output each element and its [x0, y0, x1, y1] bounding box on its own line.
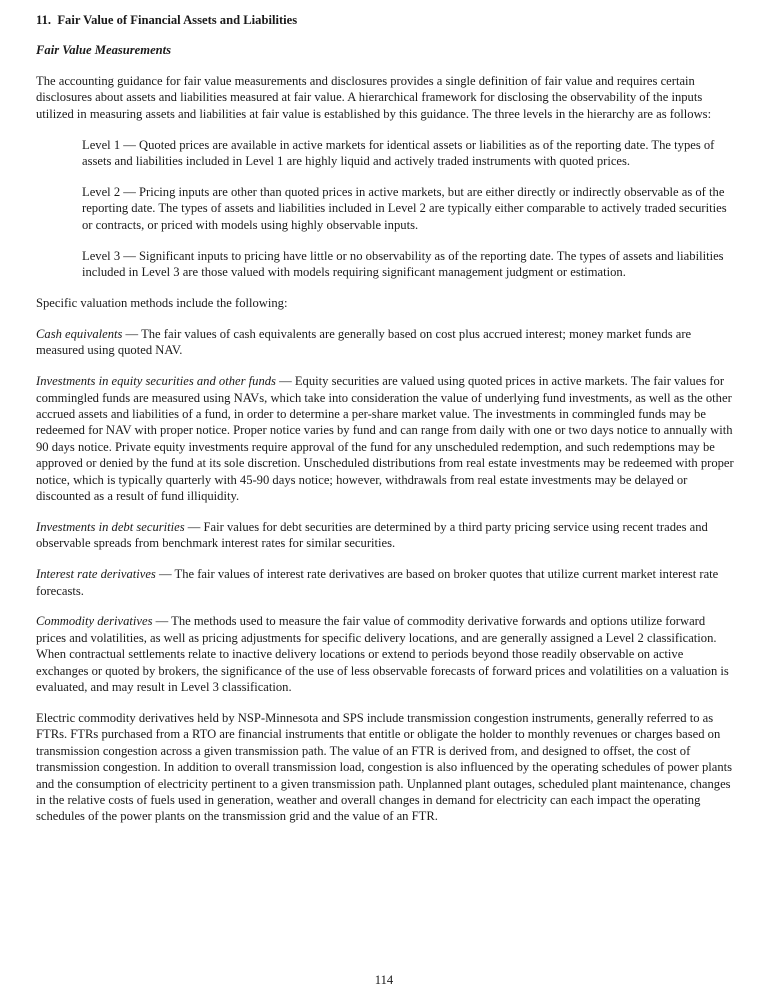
method-term: Interest rate derivatives — [36, 567, 156, 582]
note-heading — [36, 12, 736, 28]
level-2-paragraph: Level 2 — Pricing inputs are other than quoted prices in active markets, but are either directly or indirectly observable as of the reporting date. The types of assets and liabilities included in Level 2 are typically either comparable to actively traded securities or contracts, or priced with models using highly observable inputs. — [82, 184, 727, 232]
method-description: — The fair values of interest rate derivatives are based on broker quotes that utilize current market interest rate forecasts. — [36, 567, 719, 598]
method-term: Commodity derivatives — [36, 614, 153, 629]
method-description: — Fair values for debt securities are determined by a third party pricing service using recent trades and observable spreads from benchmark interest rates for similar securities. — [36, 519, 708, 551]
level-1-paragraph: Level 1 — Quoted prices are available in active markets for identical assets or liabilities as of the reporting date. The types of assets and liabilities included in Level 1 are highly liquid and actively traded instruments with quoted prices. — [82, 137, 715, 168]
method-description: — The fair values of cash equivalents are generally based on cost plus accrued interest; money market funds are measured using quoted NAV. — [36, 326, 692, 358]
intro-paragraph: The accounting guidance for fair value measurements and disclosures provides a single definition of fair value and requires certain disclosures about assets and liabilities measured at fair value. A hierarchical framework for disclosing the observability of the inputs utilized in measuring assets and liabilities at fair value is established by this guidance. The three levels in the hierarchy are as follows: — [36, 73, 712, 121]
note-title: Fair Value of Financial Assets and Liabilities — [57, 13, 298, 27]
method-cash-equivalents — [36, 326, 736, 359]
method-description: — Equity securities are valued using quoted prices in active markets. The fair values for commingled funds are measured using NAVs, which take into consideration the value of underlying fund investments, as well as the other accrued assets and liabilities of a fund, in order to determine a per-share market value. The investments in commingled funds may be redeemed for NAV with proper notice. Proper notice varies by fund and can range from daily with one or two days notice to annually with 90 days notice. Private equity investments require approval of the fund for any unscheduled redemption, and such redemptions may be approved or denied by the fund at its sole discretion. Unscheduled distributions from real estate investments may be redeemed with proper notice, which is typically quarterly with 45-90 days notice; however, withdrawals from real estate investments may be delayed or discounted as a result of fund illiquidity. — [36, 374, 734, 503]
method-term: Investments in debt securities — [36, 519, 185, 534]
page-number: 114 — [374, 973, 394, 987]
ftr-paragraph: Electric commodity derivatives held by NSP-Minnesota and SPS include transmission congestion instruments, generally referred to as FTRs. FTRs purchased from a RTO are financial instruments that entitle or obligate the holder to monthly revenues or charges based on transmission congestion across a given transmission path. The value of an FTR is derived from, and designed to offset, the cost of transmission congestion. In addition to overall transmission load, congestion is also influenced by the operating schedules of power plants and the consumption of electricity pertinent to a given transmission path. Unplanned plant outages, scheduled plant maintenance, changes in the relative costs of fuels used in generation, weather and overall changes in demand for electricity can each impact the operating schedules of the power plants on the transmission grid and the value of an FTR. — [36, 711, 733, 824]
method-debt-securities — [36, 519, 736, 552]
method-interest-rate-derivatives — [36, 566, 736, 599]
note-number: 11. — [36, 13, 52, 27]
section-heading: Fair Value Measurements — [36, 43, 172, 58]
method-description: — The methods used to measure the fair value of commodity derivative forwards and options utilize forward prices and volatilities, as well as pricing adjustments for specific delivery locations, and are generally assigned a Level 2 classification. When contractual settlements relate to inactive delivery locations or extend to periods beyond those readily observable on active exchanges or quoted by brokers, the significance of the use of less observable forecasts of forward prices and volatilities on a valuation is evaluated, and may result in Level 3 classification. — [36, 614, 729, 695]
method-term: Investments in equity securities and other funds — [36, 374, 276, 389]
method-commodity-derivatives — [36, 613, 736, 695]
document-page — [36, 12, 736, 839]
level-3-paragraph: Level 3 — Significant inputs to pricing have little or no observability as of the reporting date. The types of assets and liabilities included in Level 3 are those valued with models requiring significant management judgment or estimation. — [82, 248, 724, 279]
methods-intro: Specific valuation methods include the following: — [36, 295, 288, 310]
method-equity-securities — [36, 373, 736, 504]
method-term: Cash equivalents — [36, 326, 123, 341]
